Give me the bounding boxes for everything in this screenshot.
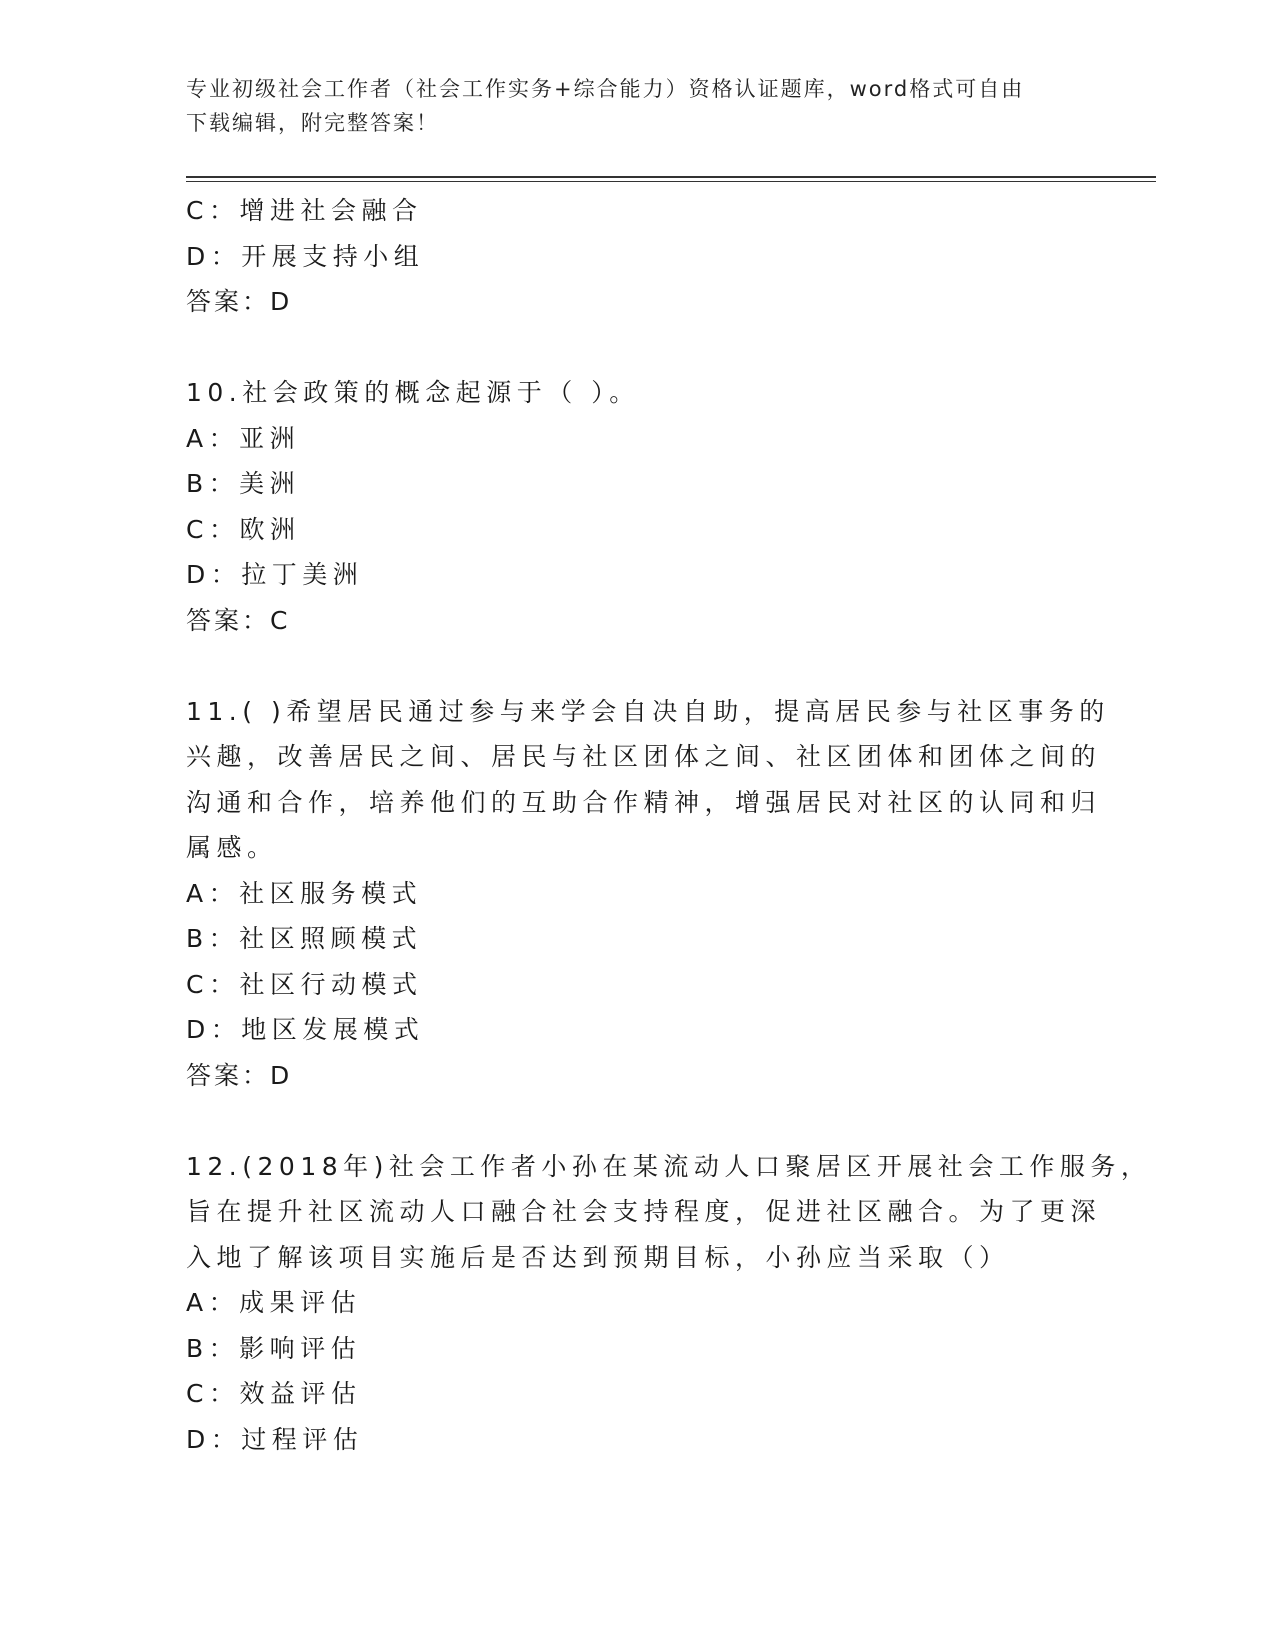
option-d: D：拉丁美洲: [186, 560, 364, 589]
header-divider-thin: [186, 181, 1156, 182]
option-a: A：成果评估: [186, 1288, 362, 1317]
spacer: [186, 643, 1086, 689]
question-stem-line: 兴趣，改善居民之间、居民与社区团体之间、社区团体和团体之间的: [186, 742, 1102, 771]
option-c: C：效益评估: [186, 1379, 362, 1408]
question-stem-line: 属感。: [186, 833, 278, 862]
answer-line: 答案：D: [186, 1060, 293, 1090]
header-divider-thick: [186, 176, 1156, 178]
prev-question-block: [186, 188, 1086, 325]
option-b: B：影响评估: [186, 1333, 362, 1363]
question-12-block: [186, 1144, 1152, 1463]
option-c: C：欧洲: [186, 514, 301, 544]
option-b: B：美洲: [186, 469, 301, 498]
spacer: [186, 1098, 1086, 1144]
header-line-2: 下载编辑，附完整答案！: [186, 111, 439, 135]
option-c: C：增进社会融合: [186, 196, 423, 225]
option-d: D：过程评估: [186, 1424, 364, 1454]
answer-line: 答案：C: [186, 605, 291, 635]
question-stem-line: 沟通和合作，培养他们的互助合作精神，增强居民对社区的认同和归: [186, 787, 1102, 817]
question-content: [186, 188, 1152, 1462]
spacer: [186, 325, 1086, 371]
option-b: B：社区照顾模式: [186, 924, 423, 953]
question-10-block: [186, 370, 1086, 643]
question-stem-line: 12.(2018年)社会工作者小孙在某流动人口聚居区开展社会工作服务，: [186, 1151, 1152, 1181]
option-a: A：亚洲: [186, 423, 301, 453]
option-d: D：地区发展模式: [186, 1015, 425, 1044]
question-stem-line: 11.( )希望居民通过参与来学会自决自助，提高居民参与社区事务的: [186, 696, 1110, 726]
question-stem: 10.社会政策的概念起源于（ ）。: [186, 378, 640, 407]
question-11-block: [186, 689, 1110, 1099]
document-header: [186, 72, 1086, 140]
option-d: D：开展支持小组: [186, 241, 425, 271]
question-stem-line: 旨在提升社区流动人口融合社会支持程度，促进社区融合。为了更深: [186, 1197, 1102, 1226]
header-line-1: 专业初级社会工作者（社会工作实务+综合能力）资格认证题库，word格式可自由: [186, 77, 1025, 101]
answer-line: 答案：D: [186, 287, 293, 316]
option-c: C：社区行动模式: [186, 969, 423, 999]
option-a: A：社区服务模式: [186, 878, 423, 908]
question-stem-line: 入地了解该项目实施后是否达到预期目标，小孙应当采取（）: [186, 1242, 1010, 1272]
